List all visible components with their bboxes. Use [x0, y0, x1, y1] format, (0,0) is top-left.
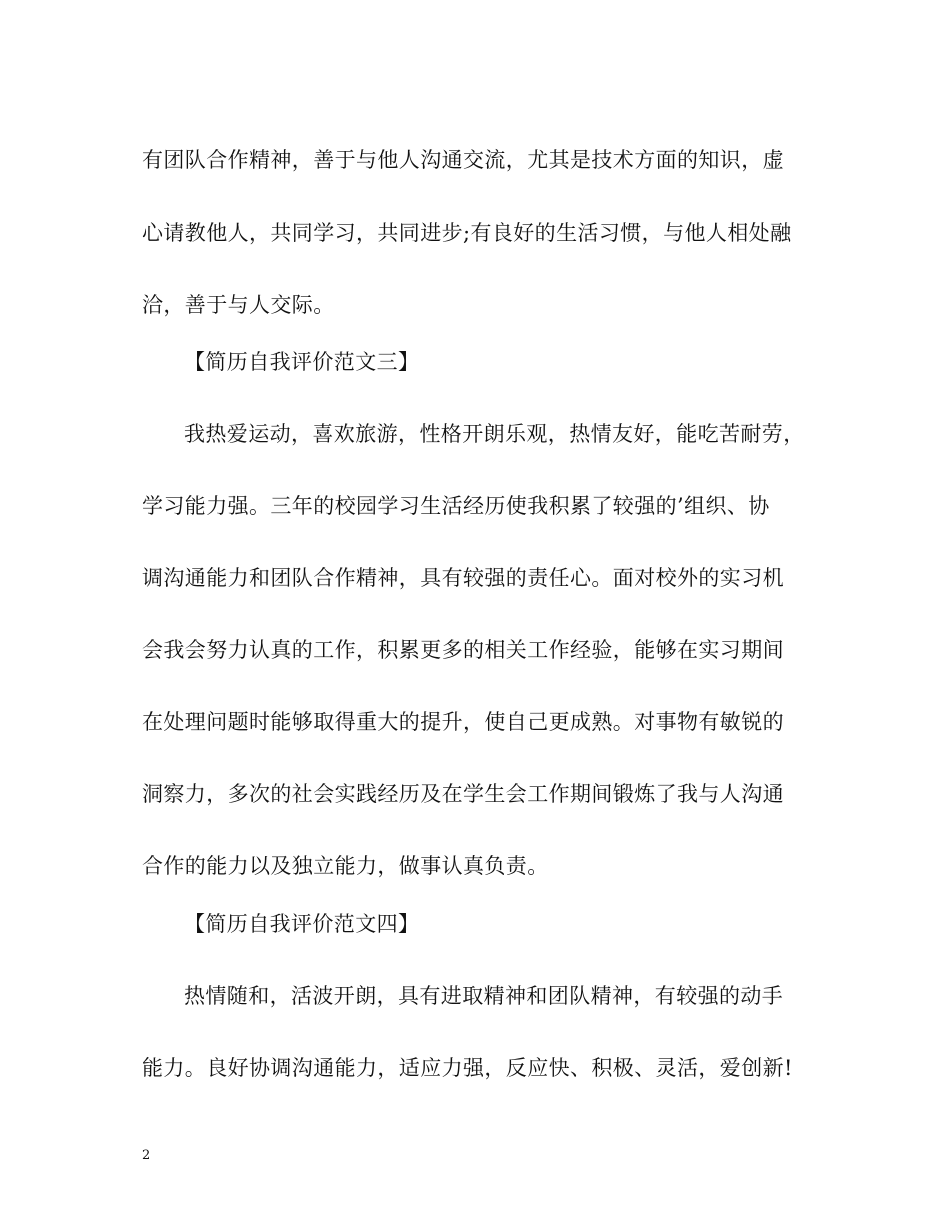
page-number: 2 — [142, 1148, 151, 1163]
paragraph-line: 学习能力强。三年的校园学习生活经历使我积累了较强的’组织、协 — [142, 494, 770, 518]
paragraph-line: 洽，善于与人交际。 — [142, 293, 335, 317]
paragraph-line: 洞察力，多次的社会实践经历及在学生会工作期间锻炼了我与人沟通 — [142, 782, 784, 806]
paragraph-line: 调沟通能力和团队合作精神，具有较强的责任心。面对校外的实习机 — [142, 566, 784, 590]
paragraph-line: 能力。良好协调沟通能力，适应力强，反应快、积极、灵活，爱创新! — [142, 1056, 793, 1080]
paragraph-line: 心请教他人，共同学习，共同进步;有良好的生活习惯，与他人相处融 — [142, 221, 792, 245]
paragraph-line: 在处理问题时能够取得重大的提升，使自己更成熟。对事物有敏锐的 — [142, 710, 784, 734]
paragraph-line: 热情随和，活波开朗，具有进取精神和团队精神，有较强的动手 — [184, 984, 784, 1008]
section-heading: 【简历自我评价范文四】 — [184, 912, 420, 936]
paragraph-line: 我热爱运动，喜欢旅游，性格开朗乐观，热情友好，能吃苦耐劳， — [184, 422, 805, 446]
paragraph-line: 会我会努力认真的工作，积累更多的相关工作经验，能够在实习期间 — [142, 638, 784, 662]
paragraph-line: 合作的能力以及独立能力，做事认真负责。 — [142, 854, 549, 878]
section-heading: 【简历自我评价范文三】 — [184, 350, 420, 374]
paragraph-line: 有团队合作精神，善于与他人沟通交流，尤其是技术方面的知识，虚 — [142, 148, 784, 172]
